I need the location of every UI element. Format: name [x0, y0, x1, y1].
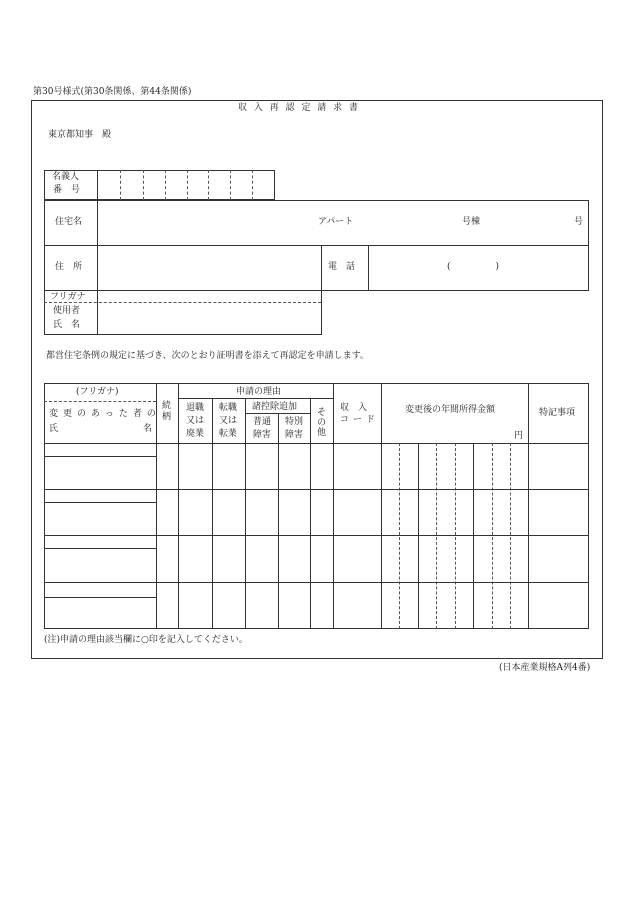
retire-header-3: 廃業 [186, 429, 205, 439]
user-name-input[interactable] [100, 305, 318, 332]
special-disability-header-2: 障害 [285, 430, 304, 440]
changed-name-header-left: 氏 [49, 424, 59, 434]
income-code-header-2: コード [340, 415, 380, 425]
table-row[interactable] [45, 583, 155, 628]
user-name-label-1: 使用者 [53, 306, 81, 316]
room-label: 号 [574, 217, 584, 227]
special-disability-header-1: 特別 [285, 417, 304, 427]
table-row[interactable] [45, 490, 155, 534]
furigana-label: フリガナ [50, 292, 86, 302]
changed-name-header: 変更のあった者の [49, 409, 161, 419]
job-change-header-2: 又は [219, 416, 238, 426]
other-header-3: 他 [317, 428, 327, 438]
holder-number-label-1: 名義人 [52, 172, 80, 182]
building-label: 号棟 [462, 217, 481, 227]
holder-number-input[interactable] [100, 181, 272, 195]
furigana-header: (フリガナ) [76, 387, 119, 397]
phone-input[interactable] [371, 248, 585, 286]
user-furigana-input[interactable] [100, 292, 318, 301]
changed-name-header-right: 名 [143, 424, 153, 434]
deduction-header: 諸控除追加 [252, 402, 298, 412]
table-row[interactable] [45, 444, 155, 488]
holder-number-label-2: 番 号 [53, 185, 81, 195]
other-header-2: の [317, 418, 327, 428]
retire-header-2: 又は [186, 416, 205, 426]
statement: 都営住宅条例の規定に基づき、次のとおり証明書を添えて再認定を申請します。 [46, 351, 369, 361]
housing-name-input[interactable] [100, 203, 310, 241]
other-header-1: そ [317, 408, 327, 418]
income-code-header-1: 収 入 [340, 403, 368, 413]
phone-parens: ( ) [447, 262, 500, 272]
normal-disability-header-2: 障害 [253, 430, 272, 440]
address-input[interactable] [100, 248, 318, 286]
phone-label: 電 話 [328, 262, 356, 272]
address-label: 住 所 [55, 262, 83, 272]
footnote: (注)申請の理由該当欄に○印を記入してください。 [44, 635, 248, 645]
user-name-label-2: 氏 名 [53, 320, 81, 330]
retire-header-1: 退職 [186, 403, 205, 413]
housing-name-label: 住宅名 [55, 217, 83, 227]
job-change-header-3: 転業 [219, 429, 238, 439]
table-row[interactable] [45, 536, 155, 581]
relation-header-2: 柄 [162, 412, 172, 422]
normal-disability-header-1: 普通 [253, 417, 272, 427]
reason-header: 申請の理由 [236, 387, 282, 397]
apartment-label: アパート [318, 217, 354, 227]
job-change-header-1: 転職 [219, 403, 238, 413]
yen-label: 円 [514, 431, 524, 441]
form-title: 収 入 再 認 定 請 求 書 [238, 103, 361, 113]
form-number: 第30号様式(第30条関係、第44条関係) [33, 87, 192, 97]
relation-header-1: 続 [162, 401, 172, 411]
notes-header: 特記事項 [539, 408, 576, 418]
income-amount-header: 変更後の年間所得金額 [405, 405, 496, 415]
addressee: 東京都知事 殿 [48, 130, 112, 140]
standard-note: (日本産業規格A列4番) [499, 663, 591, 673]
